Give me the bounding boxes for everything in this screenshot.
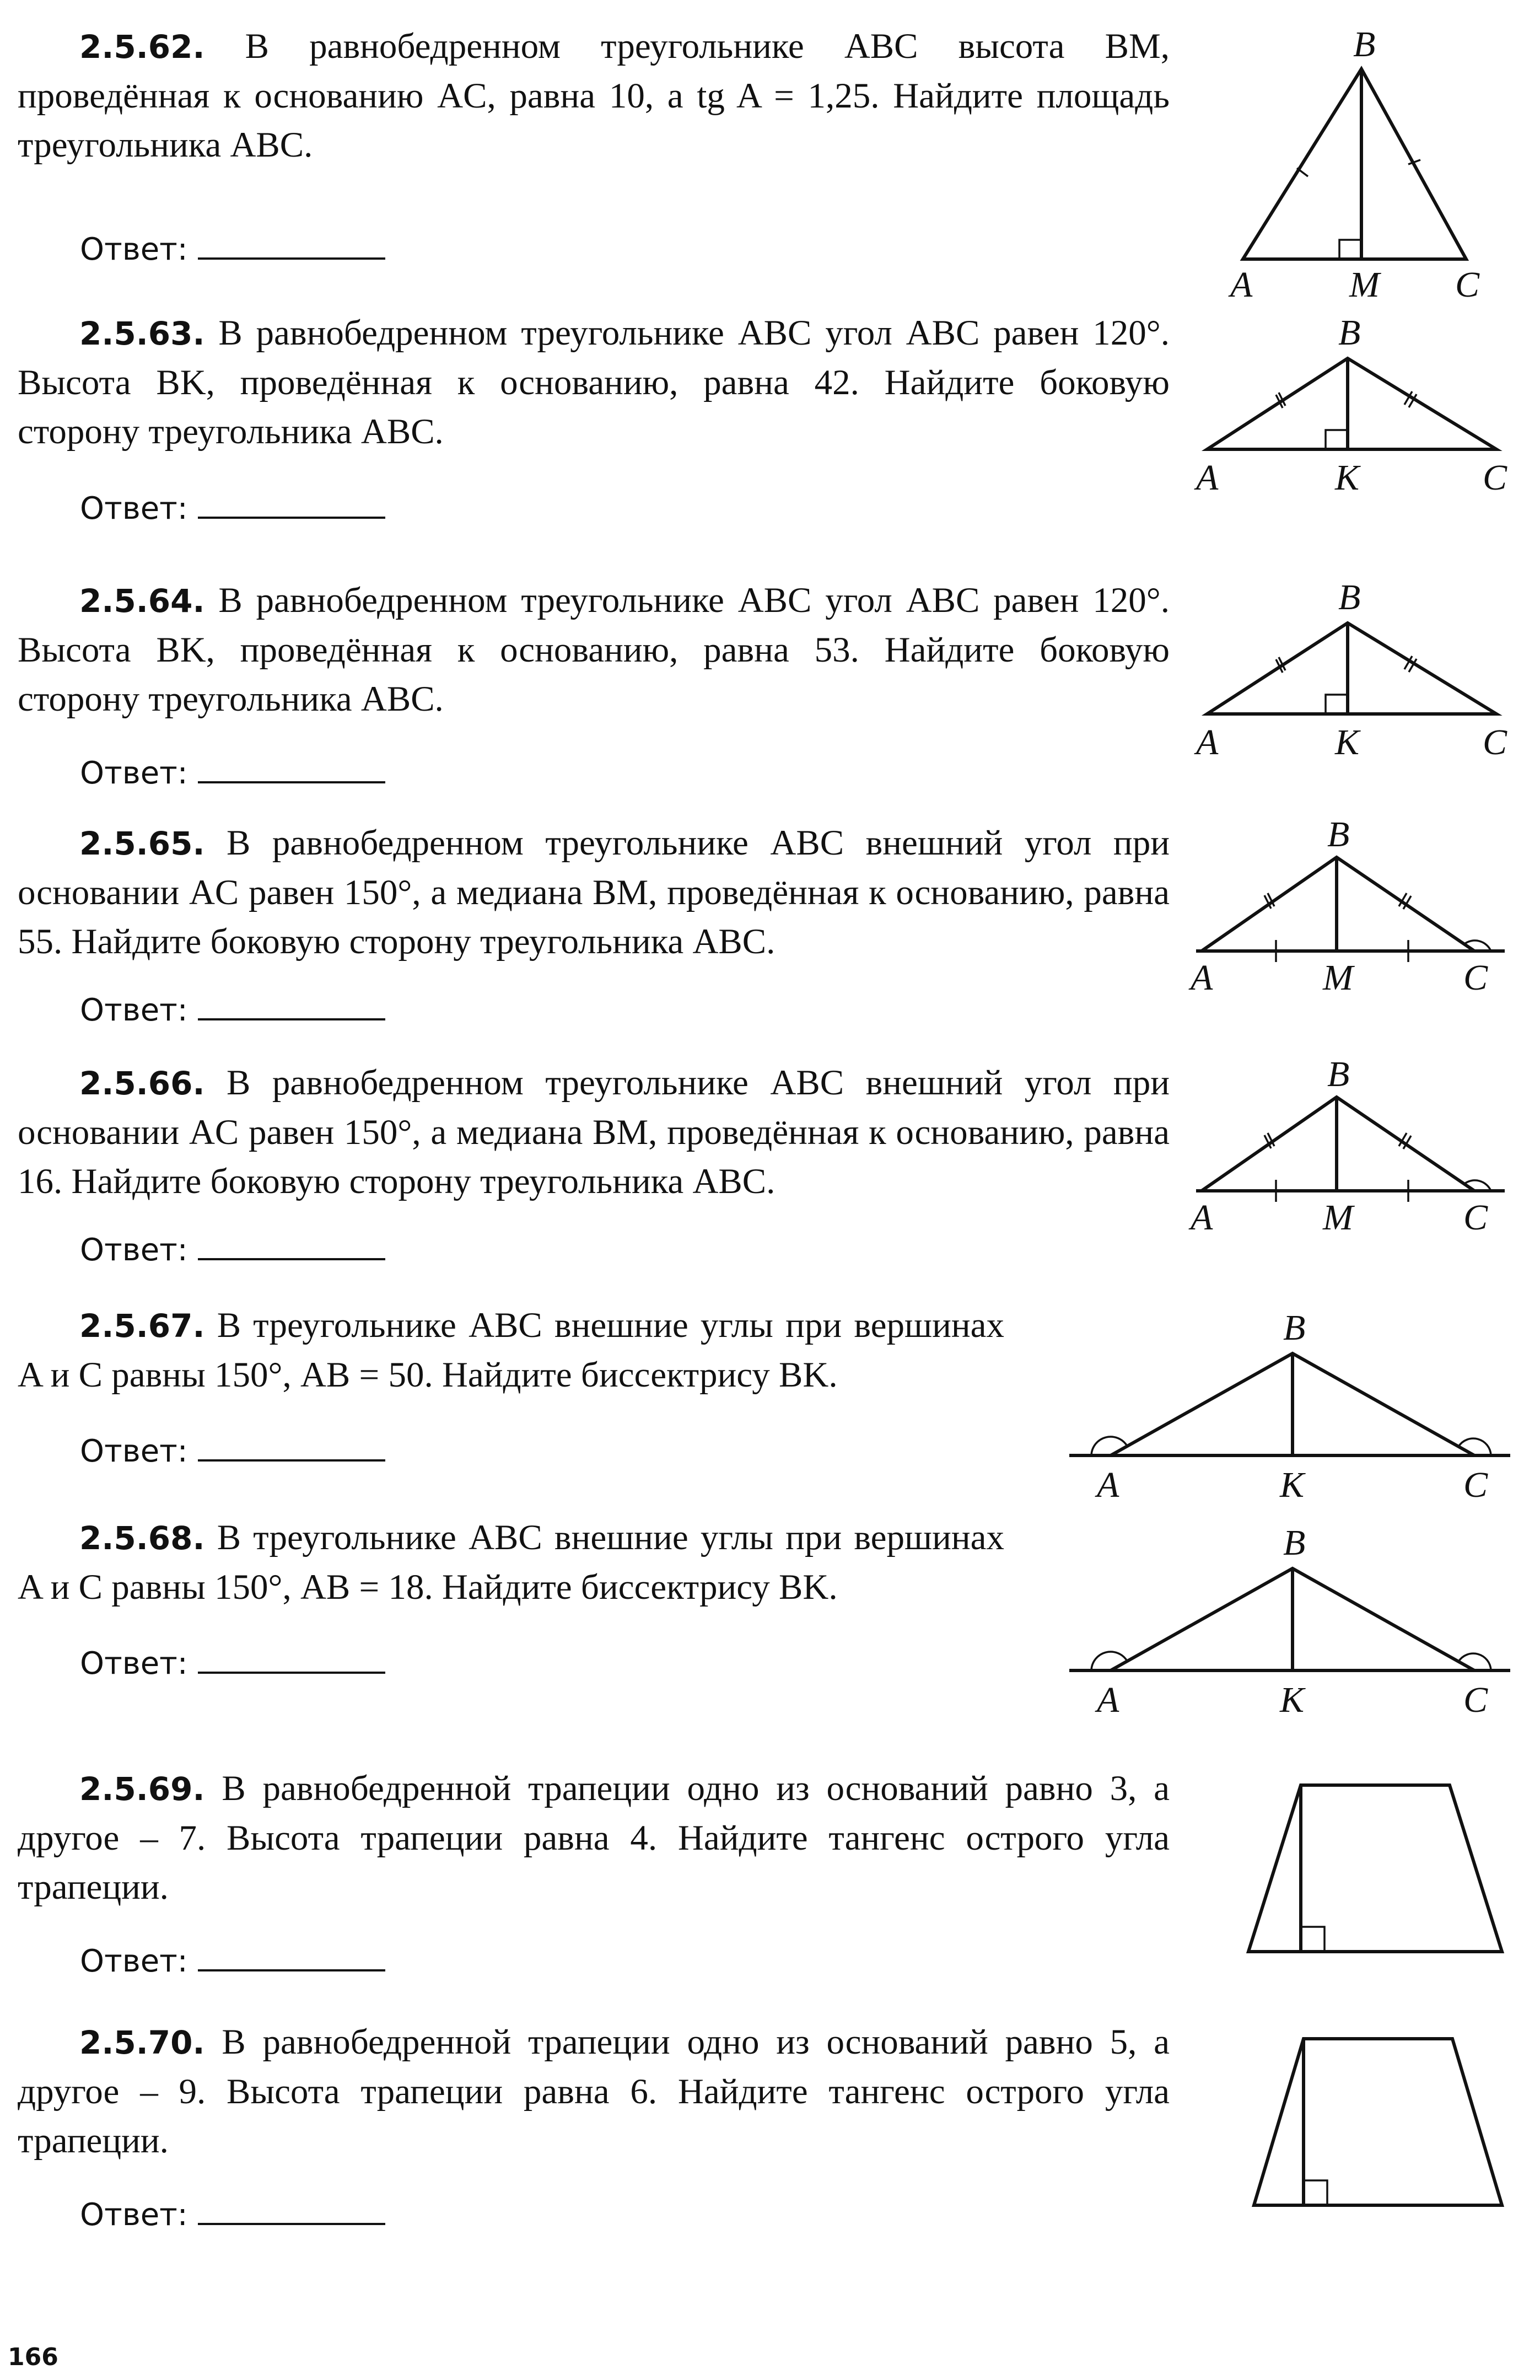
problem-number: 2.5.64.: [79, 582, 205, 620]
answer-blank[interactable]: [198, 1947, 385, 1971]
vertex-label-a: A: [1191, 958, 1213, 998]
problem-statement: В треугольнике ABC внешние углы при вершинах A и C равны 150°, AB = 18. Найдите биссектрису BK.: [18, 1518, 1004, 1607]
vertex-label-a: A: [1097, 1680, 1119, 1720]
page-number: 166: [8, 2343, 58, 2371]
answer-label: Ответ:: [80, 1646, 188, 1681]
answer-label: Ответ:: [80, 992, 188, 1028]
trapezoid: [1248, 1785, 1502, 1952]
problem-2-5-68: [18, 1513, 1004, 1612]
problem-statement: В равнобедренном треугольнике ABC внешний угол при основании AC равен 150°, а медиана BM, проведённая к основанию, равна 16. Найдите боковую сторону треугольника ABC.: [18, 1063, 1170, 1201]
problem-number: 2.5.62.: [79, 28, 205, 66]
problem-text: [18, 309, 1170, 456]
vertex-label-b: B: [1283, 1308, 1306, 1348]
point-label-k: K: [1335, 722, 1360, 762]
vertex-label-b: B: [1283, 1523, 1306, 1563]
answer-field[interactable]: [80, 1943, 385, 1979]
problem-2-5-63: [18, 309, 1170, 456]
answer-field[interactable]: [80, 232, 385, 267]
answer-blank[interactable]: [198, 759, 385, 783]
problem-text: [18, 576, 1170, 724]
problem-statement: В равнобедренном треугольнике ABC угол ABC равен 120°. Высота BK, проведённая к основанию, равна 53. Найдите боковую сторону треугольника ABC.: [18, 581, 1170, 719]
problem-text: [18, 2018, 1170, 2166]
problem-text: [18, 22, 1170, 170]
answer-blank[interactable]: [198, 495, 385, 519]
answer-label: Ответ:: [80, 1943, 188, 1979]
answer-blank[interactable]: [198, 1437, 385, 1462]
exterior-angle-arc-a: [1091, 1437, 1127, 1455]
problem-number: 2.5.66.: [79, 1065, 205, 1102]
exterior-angle-arc-a: [1091, 1652, 1127, 1670]
point-label-k: K: [1280, 1680, 1305, 1720]
problem-number: 2.5.68.: [79, 1519, 205, 1557]
right-angle-mark: [1339, 240, 1361, 259]
vertex-label-b: B: [1353, 24, 1376, 65]
vertex-label-a: A: [1191, 1197, 1213, 1238]
point-label-m: M: [1323, 958, 1353, 998]
vertex-label-a: A: [1196, 458, 1219, 498]
problem-2-5-66: [18, 1059, 1170, 1206]
vertex-label-c: C: [1463, 1465, 1488, 1505]
figure-2-5-62: [1229, 22, 1488, 309]
figure-2-5-69: [1243, 1775, 1507, 1963]
point-label-m: M: [1349, 265, 1380, 305]
triangle-abc: [1207, 623, 1496, 714]
problem-text: [18, 819, 1170, 966]
point-label-k: K: [1335, 458, 1360, 498]
answer-label: Ответ:: [80, 1232, 188, 1268]
problem-statement: В равнобедренной трапеции одно из оснований равно 3, а другое – 7. Высота трапеции равна 4. Найдите тангенс острого угла трапеции.: [18, 1769, 1170, 1907]
right-angle-mark: [1326, 430, 1348, 449]
answer-label: Ответ:: [80, 1433, 188, 1469]
triangle-abc: [1243, 69, 1466, 259]
answer-label: Ответ:: [80, 2197, 188, 2233]
vertex-label-b: B: [1327, 814, 1350, 855]
triangle-abc: [1207, 358, 1496, 449]
answer-field[interactable]: [80, 1232, 385, 1268]
figure-2-5-63: [1196, 314, 1505, 502]
answer-field[interactable]: [80, 755, 385, 791]
answer-blank[interactable]: [198, 1236, 385, 1260]
problem-statement: В равнобедренном треугольнике ABC угол ABC равен 120°. Высота BK, проведённая к основанию, равна 42. Найдите боковую сторону треугольника ABC.: [18, 313, 1170, 452]
vertex-label-a: A: [1097, 1465, 1119, 1505]
answer-blank[interactable]: [198, 1650, 385, 1674]
answer-blank[interactable]: [198, 996, 385, 1020]
answer-field[interactable]: [80, 1433, 385, 1469]
figure-2-5-64: [1196, 579, 1505, 766]
problem-number: 2.5.65.: [79, 825, 205, 862]
problem-statement: В равнобедренном треугольнике ABC внешний угол при основании AC равен 150°, а медиана BM, проведённая к основанию, равна 55. Найдите боковую сторону треугольника ABC.: [18, 823, 1170, 961]
vertex-label-c: C: [1483, 458, 1507, 498]
right-angle-mark: [1304, 2180, 1327, 2205]
answer-blank[interactable]: [198, 2201, 385, 2225]
problem-number: 2.5.63.: [79, 315, 205, 352]
vertex-label-c: C: [1463, 1197, 1488, 1238]
problem-text: [18, 1513, 1004, 1612]
figure-2-5-67: [1064, 1293, 1516, 1513]
problem-2-5-65: [18, 819, 1170, 966]
problem-number: 2.5.67.: [79, 1307, 205, 1345]
vertex-label-b: B: [1338, 577, 1361, 617]
problem-2-5-67: [18, 1301, 1004, 1400]
point-label-m: M: [1323, 1197, 1353, 1238]
figure-2-5-70: [1248, 2029, 1513, 2216]
problem-number: 2.5.69.: [79, 1770, 205, 1808]
problem-statement: В треугольнике ABC внешние углы при вершинах A и C равны 150°, AB = 50. Найдите биссектрису BK.: [18, 1305, 1004, 1395]
problem-text: [18, 1764, 1170, 1912]
figure-2-5-66: [1191, 1054, 1510, 1243]
vertex-label-a: A: [1230, 265, 1253, 305]
answer-label: Ответ:: [80, 755, 188, 791]
answer-field[interactable]: [80, 2197, 385, 2233]
vertex-label-c: C: [1463, 958, 1488, 998]
answer-field[interactable]: [80, 992, 385, 1028]
right-angle-mark: [1326, 695, 1348, 714]
answer-blank[interactable]: [198, 235, 385, 260]
problem-2-5-64: [18, 576, 1170, 724]
vertex-label-c: C: [1483, 722, 1507, 762]
vertex-label-b: B: [1338, 313, 1361, 353]
problem-text: [18, 1059, 1170, 1206]
problem-2-5-62: [18, 22, 1170, 170]
vertex-label-c: C: [1455, 265, 1480, 305]
answer-field[interactable]: [80, 1646, 385, 1681]
trapezoid: [1254, 2039, 1502, 2205]
answer-label: Ответ:: [80, 232, 188, 267]
right-angle-mark: [1301, 1927, 1324, 1952]
figure-2-5-65: [1191, 814, 1510, 1003]
vertex-label-b: B: [1327, 1054, 1350, 1094]
problem-number: 2.5.70.: [79, 2024, 205, 2061]
answer-label: Ответ:: [80, 491, 188, 526]
answer-field[interactable]: [80, 491, 385, 526]
problem-statement: В равнобедренной трапеции одно из оснований равно 5, а другое – 9. Высота трапеции равна 6. Найдите тангенс острого угла трапеции.: [18, 2022, 1170, 2161]
problem-2-5-70: [18, 2018, 1170, 2166]
vertex-label-a: A: [1196, 722, 1219, 762]
figure-2-5-68: [1064, 1508, 1516, 1728]
problem-text: [18, 1301, 1004, 1400]
exterior-angle-arc-c: [1458, 1438, 1491, 1455]
point-label-k: K: [1280, 1465, 1305, 1505]
problem-statement: В равнобедренном треугольнике ABC высота BM, проведённая к основанию AC, равна 10, а tg A = 1,25. Найдите площадь треугольника ABC.: [18, 26, 1170, 165]
exterior-angle-arc-c: [1458, 1653, 1491, 1670]
vertex-label-c: C: [1463, 1680, 1488, 1720]
problem-2-5-69: [18, 1764, 1170, 1912]
